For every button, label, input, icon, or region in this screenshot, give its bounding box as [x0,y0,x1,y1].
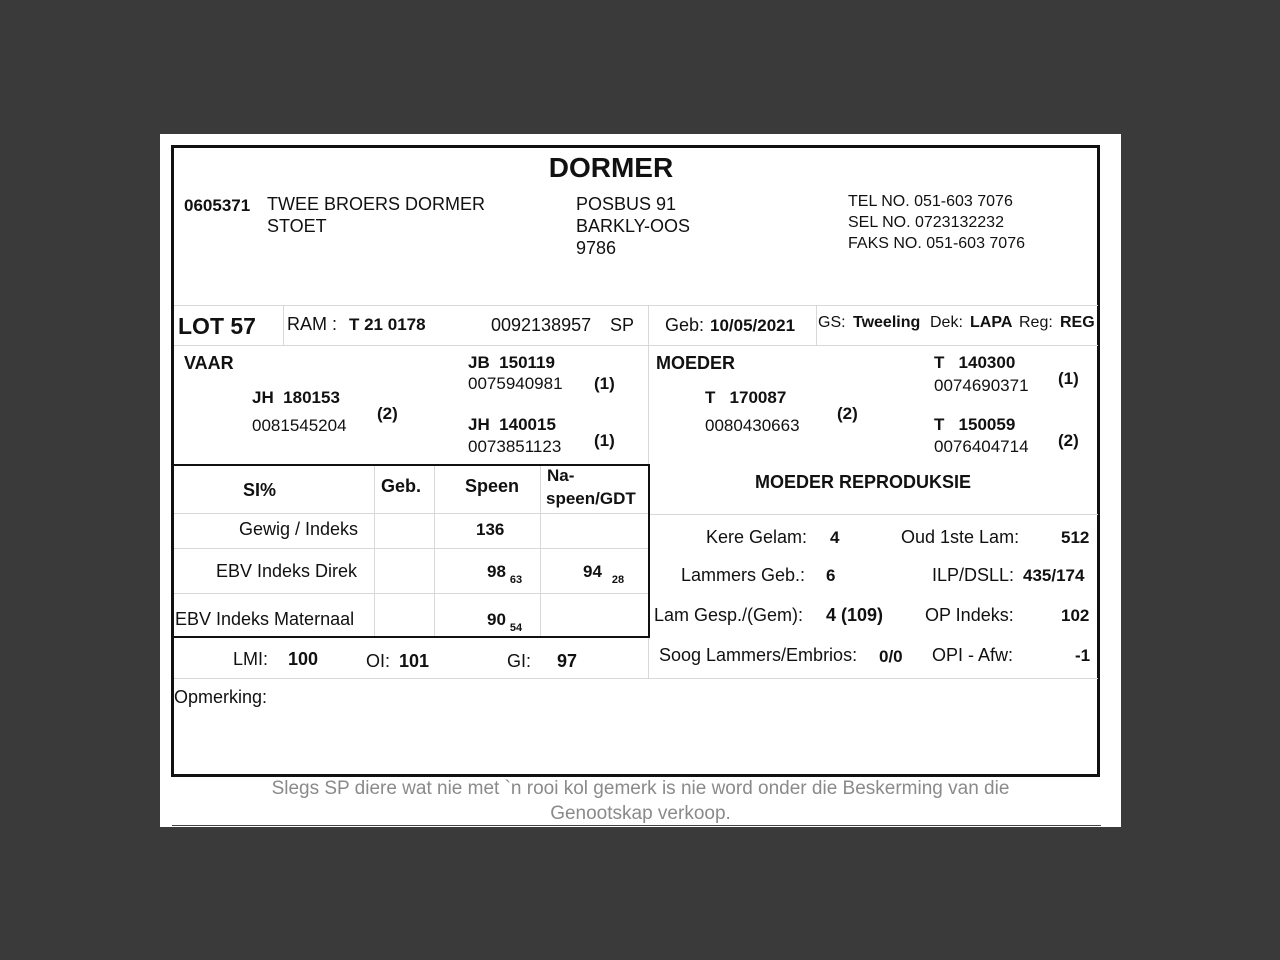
divider [174,513,648,514]
direk-speen-accuracy: 63 [509,574,523,586]
kere-gelam-label: Kere Gelam: [706,527,808,547]
direk-speen-value [487,562,523,586]
grandsire1-id: JB 150119 [468,353,555,372]
faks-number: FAKS NO. 051-603 7076 [848,235,1025,252]
divider [283,305,284,345]
ram-reg-number: 0092138957 [491,315,592,335]
oud-lam-label: Oud 1ste Lam: [901,527,1020,547]
direk-speen-main: 98 [487,562,506,581]
divider [648,305,649,465]
row-label-gewig: Gewig / Indeks [239,519,359,539]
divider [174,548,648,549]
granddam1-number: 0074690371 [934,376,1029,395]
lot-label: LOT 57 [178,313,256,339]
dek-value: LAPA [970,314,1013,331]
divider [374,466,375,636]
ram-label: RAM : [287,314,338,334]
soog-lammers-value: 0/0 [879,647,903,666]
row-label-maternaal: EBV Indeks Maternaal [175,609,355,629]
divider [174,345,1098,346]
maternaal-speen-accuracy: 54 [509,622,523,634]
gs-value: Tweeling [853,314,921,331]
reproduction-title: MOEDER REPRODUKSIE [755,472,972,492]
col-header-si: SI% [243,480,277,500]
address-line3: 9786 [576,238,617,258]
gewig-speen-value: 136 [476,520,505,539]
granddam1-grade: (1) [1058,369,1079,388]
lammers-geb-value: 6 [826,566,836,585]
breeder-name-line1: TWEE BROERS DORMER [267,194,486,214]
opi-afw-value: -1 [1075,646,1091,665]
grandsire2-number: 0073851123 [468,437,562,456]
direk-naspeen-accuracy: 28 [611,574,625,586]
sire-number: 0081545204 [252,416,347,435]
divider [174,678,1098,679]
maternaal-speen-value [487,610,523,634]
granddam2-id: T 150059 [934,415,1016,434]
gs-label: GS: [818,314,846,331]
dam-number: 0080430663 [705,416,800,435]
direk-naspeen-value [583,562,625,586]
divider [816,305,817,345]
divider [648,638,649,678]
op-indeks-value: 102 [1061,606,1090,625]
dam-id: T 170087 [705,388,787,407]
remark-label: Opmerking: [174,687,268,707]
ram-id: T 21 0178 [349,315,426,334]
oud-lam-value: 512 [1061,528,1090,547]
granddam2-number: 0076404714 [934,437,1029,456]
lam-gesp-value: 4 (109) [826,605,884,625]
reg-value: REG [1060,314,1095,331]
col-header-naspeen: speen/GDT [546,489,636,508]
bottom-rule [172,825,1101,826]
soog-lammers-label: Soog Lammers/Embrios: [659,645,858,665]
divider [174,305,1098,306]
direk-naspeen-main: 94 [583,562,602,581]
breeder-name-line2: STOET [267,216,327,236]
col-header-geb: Geb. [381,476,422,496]
sel-number: SEL NO. 0723132232 [848,214,1004,231]
moeder-label: MOEDER [656,353,736,373]
sire-grade: (2) [377,404,398,423]
gi-value: 97 [557,651,578,671]
row-label-direk: EBV Indeks Direk [216,561,358,581]
kere-gelam-value: 4 [830,528,840,547]
grandsire1-number: 0075940981 [468,374,563,393]
grandsire1-grade: (1) [594,374,615,393]
breed-title: DORMER [548,152,674,183]
vaar-label: VAAR [184,353,234,373]
divider [650,514,1098,515]
col-header-na: Na- [547,466,575,485]
divider [540,466,541,636]
col-header-speen: Speen [465,476,520,496]
footer-note-line1: Slegs SP diere wat nie met `n rooi kol gemerk is nie word onder die Beskerming van die [271,778,1010,799]
dek-label: Dek: [930,314,963,331]
ram-class: SP [610,315,635,335]
index-table-border-right [648,464,650,638]
divider [434,466,435,636]
tel-number: TEL NO. 051-603 7076 [848,193,1013,210]
birth-date: 10/05/2021 [710,316,796,335]
granddam2-grade: (2) [1058,431,1079,450]
grandsire2-grade: (1) [594,431,615,450]
reg-label: Reg: [1019,314,1053,331]
lammers-geb-label: Lammers Geb.: [681,565,806,585]
divider [174,593,648,594]
granddam1-id: T 140300 [934,353,1016,372]
sire-id: JH 180153 [252,388,340,407]
breeder-number: 0605371 [184,196,251,215]
oi-label: OI: [366,651,391,671]
opi-afw-label: OPI - Afw: [932,645,1014,665]
footer-note-line2: Genootskap verkoop. [550,803,731,824]
gi-label: GI: [507,651,532,671]
address-line2: BARKLY-OOS [576,216,691,236]
lmi-label: LMI: [233,649,269,669]
ilp-dsll-value: 435/174 [1023,566,1085,585]
grandsire2-id: JH 140015 [468,415,556,434]
op-indeks-label: OP Indeks: [925,605,1014,625]
index-table-border-bottom [172,636,650,638]
index-table-border-top [172,464,650,466]
maternaal-speen-main: 90 [487,610,506,629]
ilp-dsll-label: ILP/DSLL: [932,565,1015,585]
dam-grade: (2) [837,404,858,423]
lam-gesp-label: Lam Gesp./(Gem): [654,605,804,625]
lmi-value: 100 [288,649,319,669]
oi-value: 101 [399,651,430,671]
address-line1: POSBUS 91 [576,194,677,214]
geb-label: Geb: [665,315,705,335]
